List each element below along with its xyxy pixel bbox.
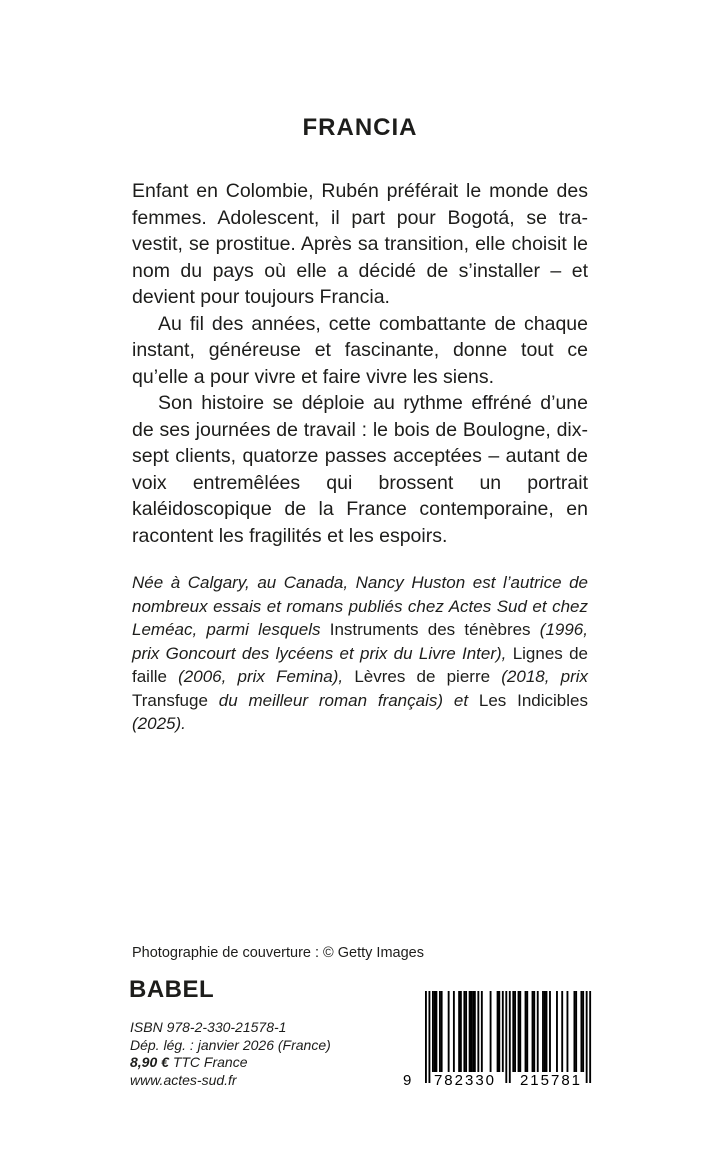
synopsis (132, 178, 588, 549)
barcode-digits (403, 1072, 595, 1092)
bio-text: (2018, prix (490, 667, 589, 686)
price-line (130, 1054, 331, 1072)
barcode-digits-group1: 782330 (433, 1072, 497, 1089)
website-line: www.actes-sud.fr (130, 1071, 237, 1088)
ean-barcode (403, 991, 595, 1083)
synopsis-paragraph: Au fil des années, cette combattante de chaque instant, généreuse et fascinante, donne tout ce qu’elle a pour vivre et faire vivre les siens. (132, 312, 588, 388)
author-bio (132, 571, 588, 736)
bio-book-title: Lignes de faille (132, 643, 588, 686)
barcode-digit-left: 9 (403, 1072, 414, 1089)
bio-text: (1996, prix Goncourt des lycéens et prix du Livre Inter), (132, 620, 588, 663)
isbn-line: ISBN 978-2-330-21578-1 (130, 1019, 287, 1035)
isbn-block (130, 1019, 331, 1089)
book-title: FRANCIA (302, 114, 418, 141)
bio-text: Née à Calgary, au Canada, Nancy Huston est l’autrice de nombreux essais et romans publiés chez Actes Sud et chez Leméac, parmi lesquels (132, 573, 588, 639)
deposit-line: Dép. lég. : janvier 2026 (France) (130, 1036, 331, 1053)
bio-text: (2025). (132, 714, 186, 733)
bio-text: du meilleur roman français) et (207, 690, 479, 710)
bio-book-title: Les Indicibles (478, 690, 588, 710)
bio-book-title: Instruments des ténèbres (329, 620, 531, 639)
synopsis-paragraph: Son histoire se déploie au rythme effréné d’une de ses journées de travail : le bois de Boulogne, dix-sept clients, quatorze passes acceptées – autant de voix entremêlées qui brossent un portrait kaléidoscopique de la France contemporaine, en racontent les fragilités et les espoirs. (132, 392, 588, 547)
bio-text: (2006, prix Femina), (166, 667, 355, 686)
barcode-digits-group2: 215781 (519, 1072, 583, 1089)
bio-book-title: Lèvres de pierre (354, 667, 491, 686)
synopsis-paragraph: Enfant en Colombie, Rubén préférait le monde des femmes. Adolescent, il part pour Bogotá, se travestit, se prostitue. Après sa transition, elle choisit le nom du pays où elle a décidé de s’installer – et devient pour toujours Francia. (132, 180, 588, 308)
babel-imprint-wordmark: BABEL (129, 976, 215, 1003)
photo-credit: Photographie de couverture : © Getty Images (132, 945, 424, 961)
price-value: 8,90 € (130, 1054, 169, 1070)
price-suffix: TTC France (168, 1054, 248, 1070)
bio-book-title: Transfuge (132, 690, 208, 710)
